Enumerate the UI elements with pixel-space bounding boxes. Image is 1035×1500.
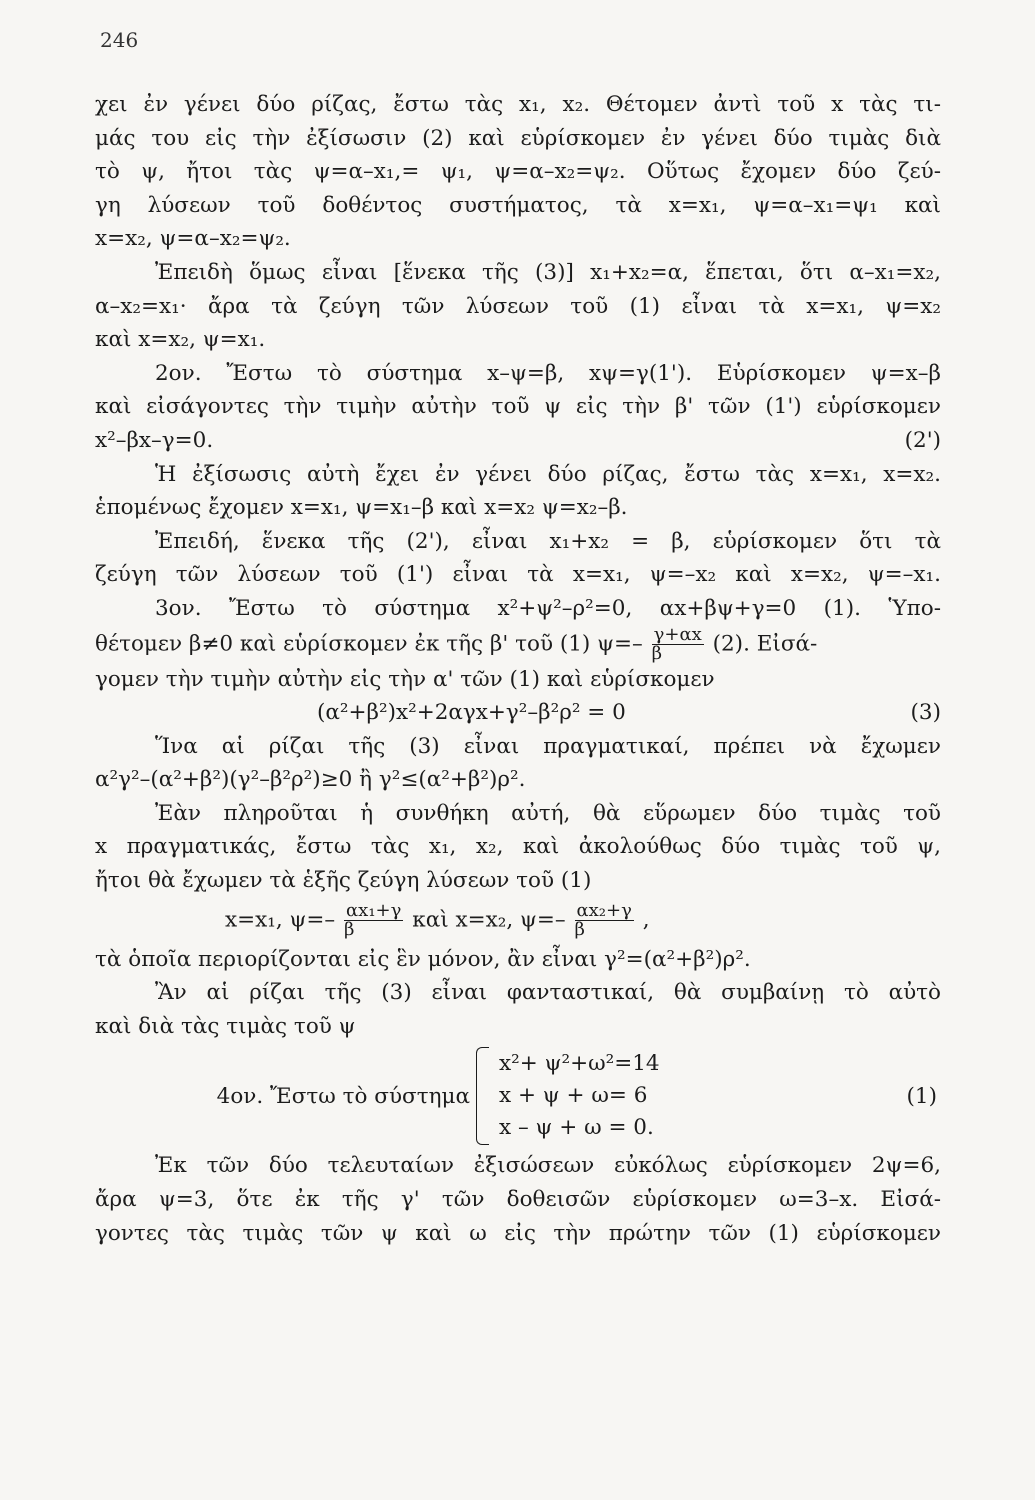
fraction-numerator: γ+αx bbox=[653, 623, 702, 645]
page-body bbox=[95, 88, 941, 1250]
text-line-with-fraction bbox=[95, 623, 941, 664]
text-line: 2ον. Ἔστω τὸ σύστημα x–ψ=β, xψ=γ(1'). Εὑρίσκομεν ψ=x–β bbox=[155, 360, 941, 386]
text-line: Ἐπειδή, ἕνεκα τῆς (2'), εἶναι x₁+x₂ = β, εὑρίσκομεν ὅτι τὰ bbox=[155, 528, 941, 554]
text-line: καὶ x=x₂, ψ=x₁. bbox=[95, 327, 266, 353]
text-line: τὸ ψ, ἤτοι τὰς ψ=α–x₁,= ψ₁, ψ=α–x₂=ψ₂. Οὕτως ἔχομεν δύο ζεύ- bbox=[95, 159, 941, 185]
equation-line bbox=[95, 424, 941, 458]
text-line: x=x₂, ψ=α–x₂=ψ₂. bbox=[95, 226, 291, 252]
text-line: καὶ εἰσάγοντες τὴν τιμὴν αὐτὴν τοῦ ψ εἰς τὴν β' τῶν (1') εὑρίσκομεν bbox=[95, 394, 941, 420]
system-equation: x²+ ψ²+ω²=14 bbox=[499, 1051, 660, 1077]
fraction-numerator: αx₁+γ bbox=[346, 899, 402, 921]
text-line: α–x₂=x₁· ἄρα τὰ ζεύγη τῶν λύσεων τοῦ (1) εἶναι τὰ x=x₁, ψ=x₂ bbox=[95, 293, 941, 319]
system-equations bbox=[499, 1048, 660, 1144]
system-intro: 4ον. Ἔστω τὸ σύστημα bbox=[216, 1083, 470, 1109]
equation: x=x₁, ψ=– bbox=[225, 907, 336, 933]
text-line: καὶ διὰ τὰς τιμὰς τοῦ ψ bbox=[95, 1013, 356, 1039]
fraction-denominator: β bbox=[574, 918, 585, 940]
text-line: μάς του εἰς τὴν ἐξίσωσιν (2) καὶ εὑρίσκομεν ἐν γένει δύο τιμὰς διὰ bbox=[95, 125, 941, 151]
text-line: Ἵνα αἱ ρίζαι τῆς (3) εἶναι πραγματικαί, πρέπει νὰ ἔχωμεν bbox=[155, 733, 941, 759]
system-equation: x + ψ + ω= 6 bbox=[499, 1083, 648, 1109]
equation: x²–βx–γ=0. bbox=[95, 427, 214, 453]
equation-line bbox=[95, 899, 941, 940]
text-line: α²γ²–(α²+β²)(γ²–β²ρ²)≥0 ἢ γ²≤(α²+β²)ρ². bbox=[95, 767, 526, 793]
text-line: χει ἐν γένει δύο ρίζας, ἔστω τὰς x₁, x₂. Θέτομεν ἀντὶ τοῦ x τὰς τι- bbox=[95, 92, 941, 117]
text-line: γομεν τὴν τιμὴν αὐτὴν εἰς τὴν α' τῶν (1) καὶ εὑρίσκομεν bbox=[95, 666, 715, 692]
text-line: τὰ ὁποῖα περιορίζονται εἰς ἓν μόνον, ἂν εἶναι γ²=(α²+β²)ρ². bbox=[95, 946, 751, 972]
text-line: Ἂν αἱ ρίζαι τῆς (3) εἶναι φανταστικαί, θὰ συμβαίνῃ τὸ αὐτὸ bbox=[155, 980, 941, 1006]
text-line: 3ον. Ἔστω τὸ σύστημα x²+ψ²–ρ²=0, αx+βψ+γ=0 (1). Ὑπο- bbox=[155, 595, 941, 621]
text-line: ἤτοι θὰ ἔχωμεν τὰ ἑξῆς ζεύγη λύσεων τοῦ (1) bbox=[95, 868, 592, 894]
page-number: 246 bbox=[100, 28, 139, 52]
text-line: γοντες τὰς τιμὰς τῶν ψ καὶ ω εἰς τὴν πρώτην τῶν (1) εὑρίσκομεν bbox=[95, 1220, 941, 1246]
fraction bbox=[574, 899, 634, 940]
text-line: Ἐπειδὴ ὅμως εἶναι [ἕνεκα τῆς (3)] x₁+x₂=α, ἕπεται, ὅτι α–x₁=x₂, bbox=[155, 259, 941, 285]
text-line: Ἐκ τῶν δύο τελευταίων ἐξισώσεων εὐκόλως εὑρίσκομεν 2ψ=6, bbox=[155, 1153, 941, 1179]
equation-system bbox=[95, 1047, 941, 1145]
left-brace bbox=[476, 1047, 489, 1145]
text-line: γη λύσεων τοῦ δοθέντος συστήματος, τὰ x=x₁, ψ=α–x₁=ψ₁ καὶ bbox=[95, 192, 941, 218]
equation-line bbox=[95, 696, 941, 730]
text-line: Ἡ ἐξίσωσις αὐτὴ ἔχει ἐν γένει δύο ρίζας, ἔστω τὰς x=x₁, x=x₂. bbox=[155, 461, 941, 487]
text-line: Ἐὰν πληροῦται ἡ συνθήκη αὐτή, θὰ εὕρωμεν δύο τιμὰς τοῦ bbox=[155, 800, 941, 826]
punctuation: , bbox=[642, 907, 650, 933]
equation: (α²+β²)x²+2αγx+γ²–β²ρ² = 0 bbox=[317, 700, 626, 726]
fraction-numerator: αx₂+γ bbox=[576, 899, 632, 921]
text-segment: θέτομεν β≠0 καὶ εὑρίσκομεν ἐκ τῆς β' τοῦ (1) ψ=– bbox=[95, 631, 643, 656]
equation-label: (3) bbox=[910, 700, 941, 726]
fraction-denominator: β bbox=[651, 642, 663, 664]
text-line: x πραγματικάς, ἔστω τὰς x₁, x₂, καὶ ἀκολούθως δύο τιμὰς τοῦ ψ, bbox=[95, 834, 941, 860]
equation: καὶ x=x₂, ψ=– bbox=[412, 907, 566, 933]
text-line: ἄρα ψ=3, ὅτε ἐκ τῆς γ' τῶν δοθεισῶν εὑρίσκομεν ω=3–x. Εἰσά- bbox=[95, 1187, 941, 1213]
text-line: ἑπομένως ἔχομεν x=x₁, ψ=x₁–β καὶ x=x₂ ψ=x₂–β. bbox=[95, 495, 628, 521]
equation-label: (2') bbox=[904, 427, 941, 453]
text-line: ζεύγη τῶν λύσεων τοῦ (1') εἶναι τὰ x=x₁, ψ=–x₂ καὶ x=x₂, ψ=–x₁. bbox=[95, 562, 941, 588]
text-segment: (2). Εἰσά- bbox=[712, 631, 818, 656]
fraction bbox=[651, 623, 704, 664]
equation-label: (1) bbox=[906, 1083, 937, 1109]
system-equation: x – ψ + ω = 0. bbox=[499, 1115, 654, 1141]
fraction-denominator: β bbox=[344, 918, 355, 940]
fraction bbox=[344, 899, 403, 940]
